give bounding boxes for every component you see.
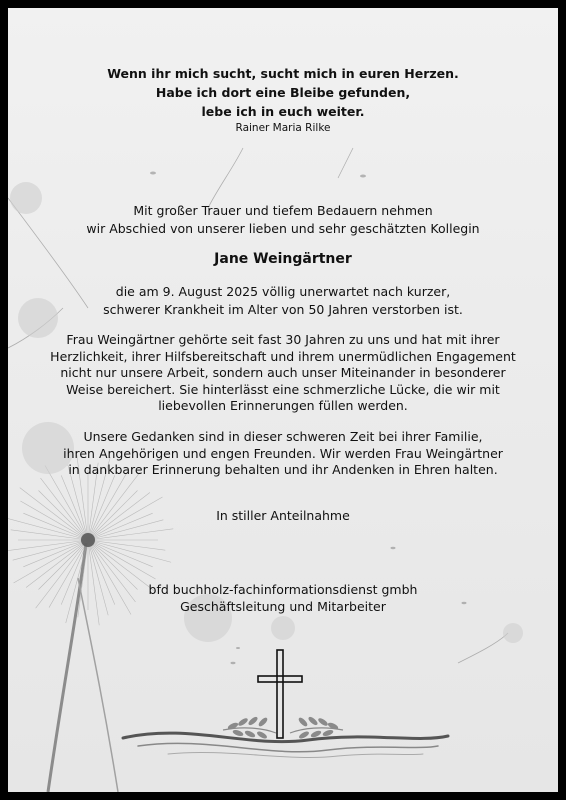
death-notice (8, 283, 558, 319)
tribute-paragraph (8, 332, 558, 415)
tribute-line: nicht nur unsere Arbeit, sondern auch unser Miteinander in besonderer (60, 365, 506, 380)
quote-line: Habe ich dort eine Bleibe gefunden, (155, 85, 411, 100)
intro-line: Mit großer Trauer und tiefem Bedauern nehmen (133, 203, 433, 218)
quote-line: Wenn ihr mich sucht, sucht mich in euren Herzen. (107, 66, 459, 81)
death-notice-line: die am 9. August 2025 völlig unerwartet nach kurzer, (115, 284, 451, 299)
memorial-emblem (8, 638, 558, 768)
deceased-name: Jane Weingärtner (214, 251, 352, 267)
wheat-branch-icon (223, 716, 276, 739)
signature (8, 581, 558, 615)
thoughts-line: ihren Angehörigen und engen Freunden. Wir werden Frau Weingärtner (63, 445, 503, 461)
wave-lines-icon (123, 733, 448, 757)
intro-text (8, 202, 558, 238)
cross-icon (258, 650, 302, 738)
death-notice-line: schwerer Krankheit im Alter von 50 Jahren verstorben ist. (103, 302, 463, 317)
thoughts-line: in dankbarer Erinnerung behalten und ihr Andenken in Ehren halten. (68, 462, 498, 477)
quote-line: lebe ich in euch weiter. (201, 104, 365, 119)
tribute-line: Weise bereichert. Sie hinterlässt eine schmerzliche Lücke, die wir mit (66, 381, 500, 397)
thoughts-paragraph (8, 429, 558, 479)
quote (8, 64, 558, 121)
tribute-line: Herzlichkeit, ihrer Hilfsbereitschaft und ihrem unermüdlichen Engagement (50, 348, 516, 364)
thoughts-line: Unsere Gedanken sind in dieser schweren Zeit bei ihrer Familie, (83, 429, 483, 444)
tribute-line: liebevollen Erinnerungen füllen werden. (158, 398, 408, 413)
tribute-line: Frau Weingärtner gehörte seit fast 30 Jahren zu uns und hat mit ihrer (66, 332, 500, 347)
wheat-branch-icon (290, 716, 343, 739)
signature-company: bfd buchholz-fachinformationsdienst gmbh (148, 582, 418, 597)
quote-author: Rainer Maria Rilke (235, 122, 331, 134)
signature-department: Geschäftsleitung und Mitarbeiter (180, 599, 386, 614)
intro-line: wir Abschied von unserer lieben und sehr geschätzten Kollegin (86, 221, 480, 236)
closing-text: In stiller Anteilnahme (216, 508, 350, 523)
obituary-card (8, 8, 558, 792)
